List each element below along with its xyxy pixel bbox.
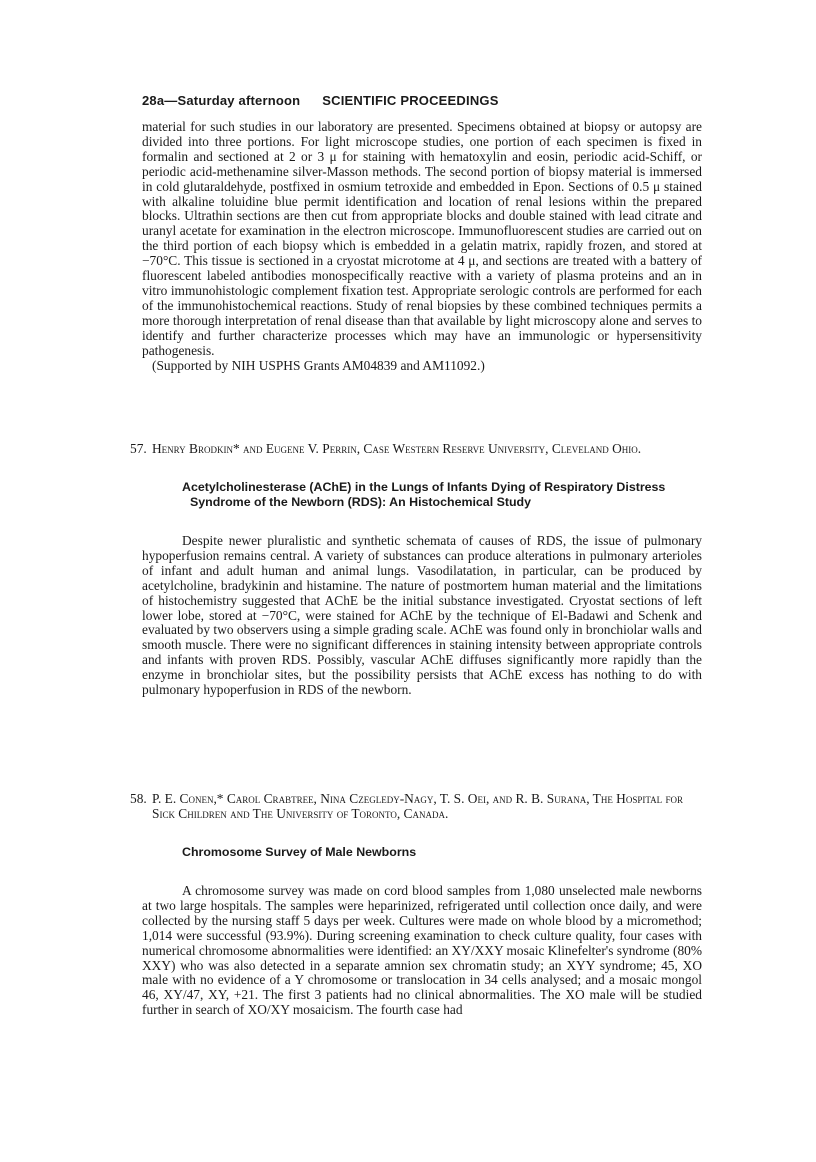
abstract-number: 57. <box>130 441 147 456</box>
section-title: SCIENTIFIC PROCEEDINGS <box>322 93 499 108</box>
abstract-title-line-1: Acetylcholinesterase (AChE) in the Lungs of Infants Dying of Respiratory Distress <box>182 480 666 494</box>
abstract-body: Despite newer pluralistic and synthetic schemata of causes of RDS, the issue of pulmonary hypoperfusion remains central. A variety of substances can produce alterations in pulmonary arterioles of infant and adult human and animal lungs. Vasodilatation, in particular, can be produced by acetylcholine, bradykinin and histamine. The nature of postmortem human material and the limitations of histochemistry suggested that AChE be the initial substance investigated. Cryostat sections of left lower lobe, stored at −70°C, were stained for AChE by the technique of El-Badawi and Schenk and evaluated by two observers using a simple grading scale. AChE was found only in bronchiolar walls and smooth muscle. There were no significant differences in staining intensity between appropriate controls and infants with proven RDS. Possibly, vascular AChE diffuses significantly more rapidly than the enzyme in bronchiolar sites, but the possibility persists that AChE excess has nothing to do with pulmonary hypoperfusion in RDS of the newborn. <box>142 533 702 698</box>
abstract-title-line-2: Syndrome of the Newborn (RDS): An Histochemical Study <box>190 495 532 509</box>
abstract-57 <box>130 441 702 698</box>
abstract-body: A chromosome survey was made on cord blood samples from 1,080 unselected male newborns at two large hospitals. The samples were heparinized, refrigerated until collection once daily, and were collected by the nursing staff 5 days per week. Cultures were made on whole blood by a micromethod; 1,014 were successful (93.9%). During screening examination to check culture quality, four cases with numerical chromosome abnormalities were identified: an XY/XXY mosaic Klinefelter's syndrome (80% XXY) who was also detected in a separate amnion sex chromatin study; an XYY syndrome; 45, XO male with no evidence of a Y chromosome or translocation in 34 cells analysed; and a mosaic mongol 46, XY/47, XY, +21. The first 3 patients had no clinical abnormalities. The XO male will be studied further in search of XO/XY mosaicism. The fourth case had <box>142 883 702 1018</box>
abstract-57-header <box>130 441 702 456</box>
abstract-title <box>182 480 702 510</box>
running-head <box>142 93 499 108</box>
abstract-58 <box>130 791 702 1018</box>
abstract-58-header <box>130 791 702 821</box>
abstract-authors: P. E. Conen,* Carol Crabtree, Nina Czegledy-Nagy, T. S. Oei, and R. B. Surana, The Hospital for Sick Children and The University of Toronto, Canada. <box>152 791 683 821</box>
page-label: 28a—Saturday afternoon <box>142 93 301 108</box>
abstract-title <box>182 845 702 860</box>
abstract-authors: Henry Brodkin* and Eugene V. Perrin, Case Western Reserve University, Cleveland Ohio. <box>152 441 642 456</box>
continued-abstract <box>142 120 702 373</box>
abstract-number: 58. <box>130 791 147 806</box>
continued-abstract-text: material for such studies in our laboratory are presented. Specimens obtained at biopsy or autopsy are divided into three portions. For light microscope studies, one portion of each specimen is fixed in formalin and sectioned at 2 or 3 μ for staining with hematoxylin and eosin, periodic acid-Schiff, or periodic acid-methenamine silver-Masson methods. The second portion of biopsy material is immersed in cold glutaraldehyde, postfixed in osmium tetroxide and embedded in Epon. Sections of 0.5 μ stained with alkaline toluidine blue permit identification and location of renal lesions within the prepared blocks. Ultrathin sections are then cut from appropriate blocks and double stained with lead citrate and uranyl acetate for examination in the electron microscope. Immunofluorescent studies are carried out on the third portion of each biopsy which is embedded in a gelatin matrix, rapidly frozen, and stored at −70°C. This tissue is sectioned in a cryostat microtome at 4 μ, and sections are treated with a battery of fluorescent labeled antibodies monospecifically reactive with a variety of plasma proteins and an in vitro immunohistologic complement fixation test. Appropriate serologic controls are performed for each of the immunohistochemical reactions. Study of renal biopsies by these combined techniques permits a more thorough interpretation of renal disease than that available by light microscopy alone and serves to identify and further characterize processes which may have an immunologic or hypersensitivity pathogenesis. <box>142 119 702 358</box>
abstract-title-line-1: Chromosome Survey of Male Newborns <box>182 845 417 859</box>
grant-support-note: (Supported by NIH USPHS Grants AM04839 and AM11092.) <box>152 357 485 373</box>
